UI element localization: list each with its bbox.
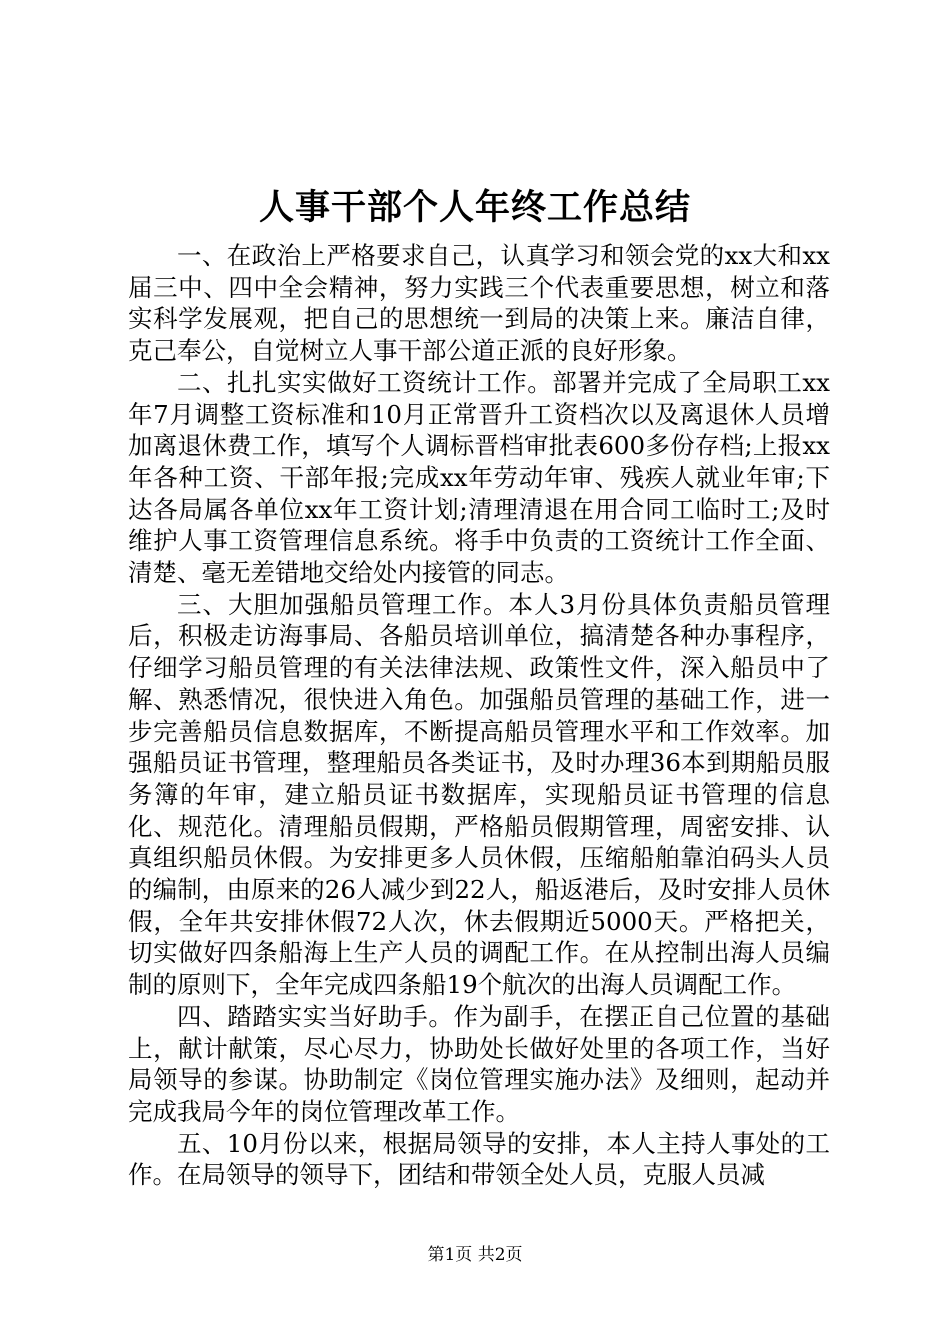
page-number-footer: 第1页 共2页: [427, 1245, 523, 1265]
paragraph-crew-management: 三、大胆加强船员管理工作。本人3月份具体负责船员管理后，积极走访海事局、各船员培训单位，搞清楚各种办事程序，仔细学习船员管理的有关法律法规、政策性文件，深入船员中了解、熟悉情况，很快进入角色。加强船员管理的基础工作，进一步完善船员信息数据库，不断提高船员管理水平和工作效率。加强船员证书管理，整理船员各类证书，及时办理36本到期船员服务簿的年审，建立船员证书数据库，实现船员证书管理的信息化、规范化。清理船员假期，严格船员假期管理，周密安排、认真组织船员休假。为安排更多人员休假，压缩船舶靠泊码头人员的编制，由原来的26人减少到22人，船返港后，及时安排人员休假，全年共安排休假72人次，休去假期近5000天。严格把关，切实做好四条船海上生产人员的调配工作。在从控制出海人员编制的原则下，全年完成四条船19个航次的出海人员调配工作。: [128, 589, 830, 1000]
paragraph-hr-office-leadership: 五、10月份以来，根据局领导的安排，本人主持人事处的工作。在局领导的领导下，团结和带领全处人员，克服人员减: [128, 1128, 830, 1190]
paragraph-political-requirements: 一、在政治上严格要求自己，认真学习和领会党的xx大和xx届三中、四中全会精神，努力实践三个代表重要思想，树立和落实科学发展观，把自己的思想统一到局的决策上来。廉洁自律，克己奉公，自觉树立人事干部公道正派的良好形象。: [128, 241, 830, 366]
document-title: 人事干部个人年终工作总结: [258, 188, 691, 228]
paragraph-assistant-role: 四、踏踏实实当好助手。作为副手，在摆正自己位置的基础上，献计献策，尽心尽力，协助处长做好处里的各项工作，当好局领导的参谋。协助制定《岗位管理实施办法》及细则，起动并完成我局今年的岗位管理改革工作。: [128, 1001, 830, 1126]
document-body: [128, 240, 830, 1191]
paragraph-salary-statistics: 二、扎扎实实做好工资统计工作。部署并完成了全局职工xx年7月调整工资标准和10月正常晋升工资档次以及离退休人员增加离退休费工作，填写个人调标晋档审批表600多份存档;上报xx年各种工资、干部年报;完成xx年劳动年审、残疾人就业年审;下达各局属各单位xx年工资计划;清理清退在用合同工临时工;及时维护人事工资管理信息系统。将手中负责的工资统计工作全面、清楚、毫无差错地交给处内接管的同志。: [128, 367, 830, 588]
